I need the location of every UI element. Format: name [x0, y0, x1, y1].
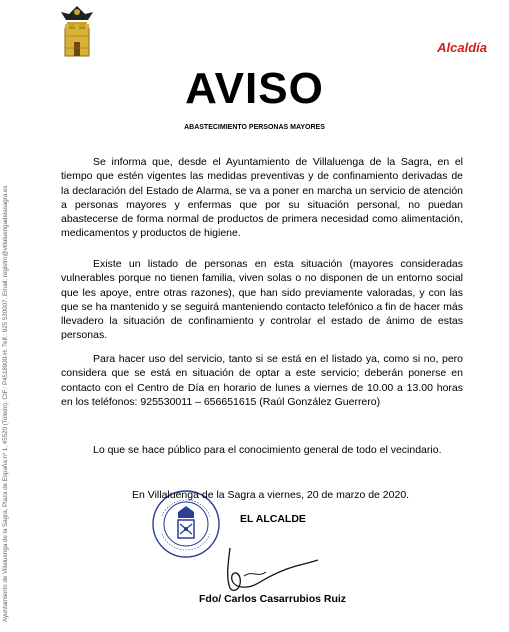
paragraph-intro: Se informa que, desde el Ayuntamiento de Villaluenga de la Sagra, en el tiempo que estén vigentes las medidas preventivas y de confinamiento derivadas de la declaración del Estado de Alarma, se va a poner en marcha un servicio de atención a personas mayores y enfermas que por su situación personal, no puedan abastecerse de forma normal de productos de primera necesidad como alimentación, medicamentos y productos de higiene.: [61, 156, 463, 240]
closing-statement: Lo que se hace público para el conocimiento general de todo el vecindario.: [93, 444, 442, 456]
signer-role: EL ALCALDE: [240, 513, 306, 525]
paragraph-contact: Para hacer uso del servicio, tanto si se está en el listado ya, como si no, pero considera que se está en situación de optar a este servicio; deberán ponerse en contacto con el Centro de Día en horario de lunes a viernes de 10.00 a 13.00 horas en los teléfonos: 925530011 – 656651615 (Raúl González Guerrero): [61, 353, 463, 408]
paragraph-list: Existe un listado de personas en esta situación (mayores consideradas vulnerables porque no tienen familia, viven solas o no disponen de un entorno social que les apoye, entre otras razones), que han sido previamente valoradas, y con las que se ha mantenido y se seguirá manteniendo contacto telefónico a fin de hacer más llevadero la situación de confinamiento y controlar el estado de ánimo de estas personas.: [61, 258, 463, 342]
page-subtitle: ABASTECIMIENTO PERSONAS MAYORES: [184, 124, 325, 131]
page-title: AVISO: [185, 64, 324, 113]
place-and-date: En Villaluenga de la Sagra a viernes, 20 de marzo de 2020.: [132, 489, 410, 501]
office-label: Alcaldía: [437, 40, 487, 55]
municipal-crest: [58, 4, 96, 60]
handwritten-signature: [200, 536, 320, 596]
sidebar-address: Ayuntamiento de Villaluenga de la Sagra, Plaza de España nº 1, 45520 (Toledo). CIF.: P4518900-H. Telf.: 925 530007. Email: registro@villaluengadelasagra.es: [2, 185, 9, 622]
signer-name: Fdo/ Carlos Casarrubios Ruiz: [199, 593, 347, 605]
